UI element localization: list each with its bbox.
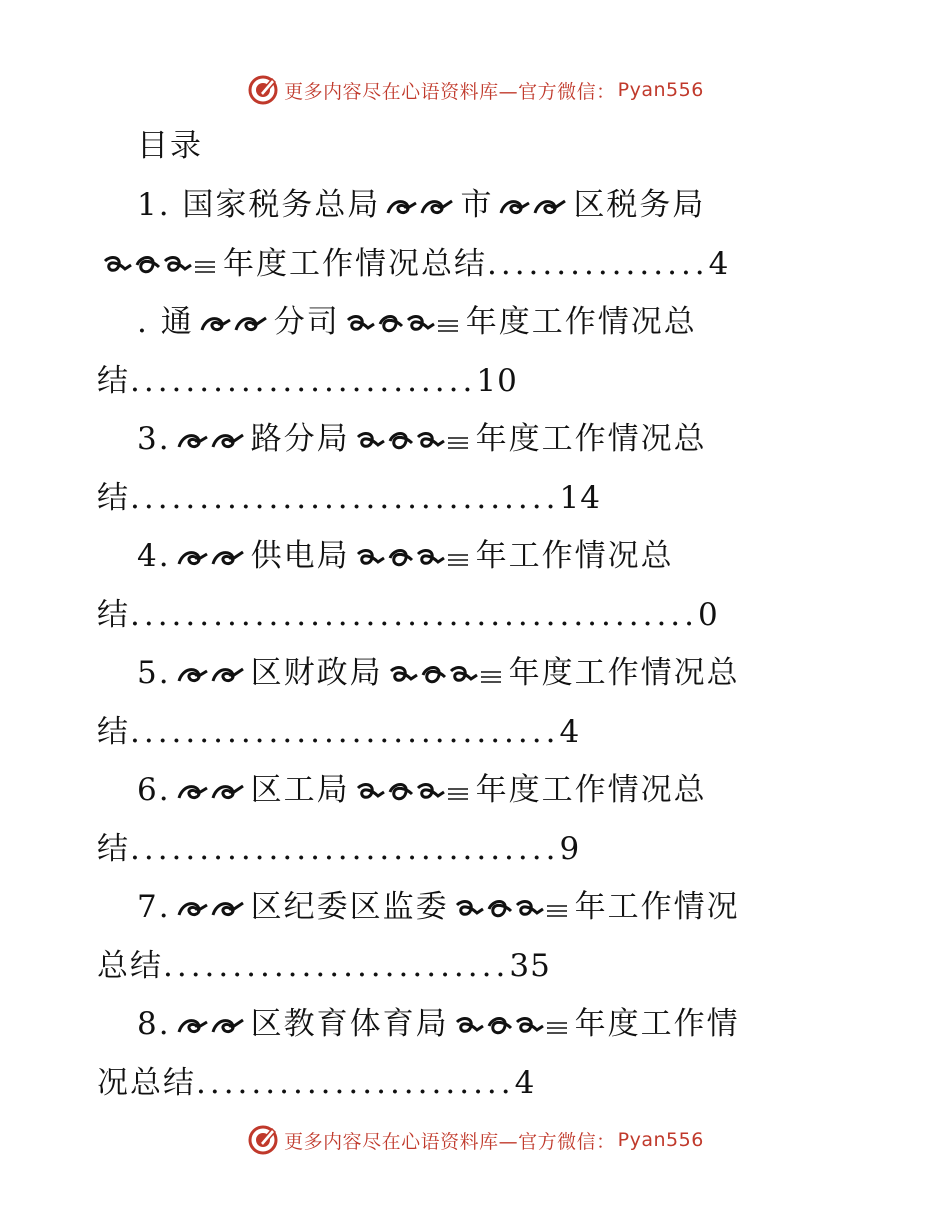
- footer-watermark: [0, 1120, 950, 1160]
- toc-entry-title: [137, 770, 707, 810]
- toc-entry-title: [137, 887, 740, 927]
- ornament-pair-icon: [384, 195, 456, 219]
- toc-entry-title: [137, 653, 740, 693]
- toc-leader-dots: ...............................: [130, 830, 560, 867]
- toc-entry-text: 年度工作情况总: [475, 772, 707, 808]
- ornament-triple-icon: [453, 897, 571, 921]
- toc-entry-text: 结: [97, 362, 130, 399]
- ornament-pair-icon: [497, 195, 569, 219]
- pen-logo-icon: [246, 1123, 280, 1157]
- toc-page-number: 4: [514, 1064, 536, 1101]
- toc-entry-text: 6.: [137, 772, 171, 808]
- toc-entry-text: 路分局: [250, 421, 350, 457]
- toc-entry-text: 年工作情况总: [475, 538, 674, 574]
- toc-entry-title: [137, 1004, 740, 1044]
- toc-entry-text: 区教育体育局: [250, 1006, 449, 1042]
- toc-entry-text: 8.: [137, 1006, 171, 1042]
- toc-entry-text: 区工局: [250, 772, 350, 808]
- ornament-triple-icon: [387, 663, 505, 687]
- toc-entry-title: [137, 185, 705, 225]
- ornament-pair-icon: [198, 312, 270, 336]
- toc-entry-continuation: [97, 361, 518, 401]
- toc-page-number: 4: [559, 713, 581, 750]
- ornament-triple-icon: [354, 546, 472, 570]
- toc-leader-dots: .........................: [163, 947, 510, 984]
- toc-page-number: 10: [476, 362, 518, 399]
- toc-leader-dots: ...............................: [130, 479, 560, 516]
- watermark-account: Pyan556: [617, 79, 704, 101]
- toc-entry-text: 3.: [137, 421, 171, 457]
- toc-entry-text: 市: [460, 187, 494, 223]
- toc-page-number: 0: [698, 596, 719, 633]
- ornament-pair-icon: [175, 546, 247, 570]
- toc-entry-continuation: [97, 1063, 535, 1103]
- toc-entry-text: 4.: [137, 538, 171, 574]
- watermark-text: 更多内容尽在心语资料库—官方微信：: [284, 1130, 616, 1153]
- toc-entry-continuation: [97, 244, 729, 284]
- watermark-text: 更多内容尽在心语资料库—官方微信：: [284, 80, 616, 103]
- toc-entry-title: [137, 419, 707, 459]
- toc-entry-text: 区纪委区监委: [250, 889, 449, 925]
- toc-entry-text: 结: [97, 713, 130, 750]
- toc-entry-text: 结: [97, 596, 130, 633]
- toc-entry-continuation: [97, 478, 601, 518]
- toc-leader-dots: .......................: [196, 1064, 515, 1101]
- toc-entry-continuation: [97, 595, 719, 635]
- toc-leader-dots: .........................: [130, 362, 477, 399]
- toc-entry-continuation: [97, 712, 580, 752]
- toc-entry-title: [137, 302, 697, 342]
- ornament-pair-icon: [175, 1014, 247, 1038]
- toc-leader-dots: ................: [487, 245, 709, 282]
- toc-entry-text: 年工作情况: [574, 889, 740, 925]
- toc-entry-title: [137, 536, 674, 576]
- toc-page-number: 4: [708, 245, 730, 282]
- ornament-pair-icon: [175, 897, 247, 921]
- toc-entry-text: 7.: [137, 889, 171, 925]
- toc-entry-text: 结: [97, 479, 130, 516]
- ornament-triple-icon: [354, 780, 472, 804]
- toc-entry-continuation: [97, 829, 580, 869]
- toc-entry-text: 年度工作情况总: [508, 655, 740, 691]
- toc-entry-continuation: [97, 946, 551, 986]
- ornament-triple-icon: [453, 1014, 571, 1038]
- toc-entry-text: 1. 国家税务总局: [137, 187, 381, 223]
- toc-heading: 目录: [137, 128, 203, 164]
- toc-leader-dots: .........................................: [130, 596, 699, 633]
- toc-entry-text: 5.: [137, 655, 171, 691]
- pen-logo-icon: [246, 73, 280, 107]
- toc-entry-text: 区财政局: [250, 655, 383, 691]
- toc-page-number: 9: [559, 830, 581, 867]
- ornament-triple-icon: [101, 253, 219, 277]
- toc-leader-dots: ...............................: [130, 713, 560, 750]
- toc-entry-text: 年度工作情况总: [465, 304, 697, 340]
- ornament-pair-icon: [175, 429, 247, 453]
- ornament-pair-icon: [175, 780, 247, 804]
- toc-entry-text: 年度工作情况总: [475, 421, 707, 457]
- toc-entry-text: 年度工作情况总结: [223, 245, 487, 282]
- toc-page-number: 35: [509, 947, 551, 984]
- toc-entry-text: 况总结: [97, 1064, 196, 1101]
- toc-entry-text: 供电局: [250, 538, 350, 574]
- toc-page-number: 14: [559, 479, 601, 516]
- ornament-triple-icon: [354, 429, 472, 453]
- toc-entry-text: . 通: [137, 304, 194, 340]
- toc-entry-text: 年度工作情: [574, 1006, 740, 1042]
- ornament-pair-icon: [175, 663, 247, 687]
- header-watermark: [0, 70, 950, 110]
- watermark-account: Pyan556: [617, 1129, 704, 1151]
- toc-entry-text: 总结: [97, 947, 163, 984]
- toc-entry-text: 区税务局: [573, 187, 706, 223]
- ornament-triple-icon: [344, 312, 462, 336]
- toc-entry-text: 分司: [273, 304, 340, 340]
- toc-entry-text: 结: [97, 830, 130, 867]
